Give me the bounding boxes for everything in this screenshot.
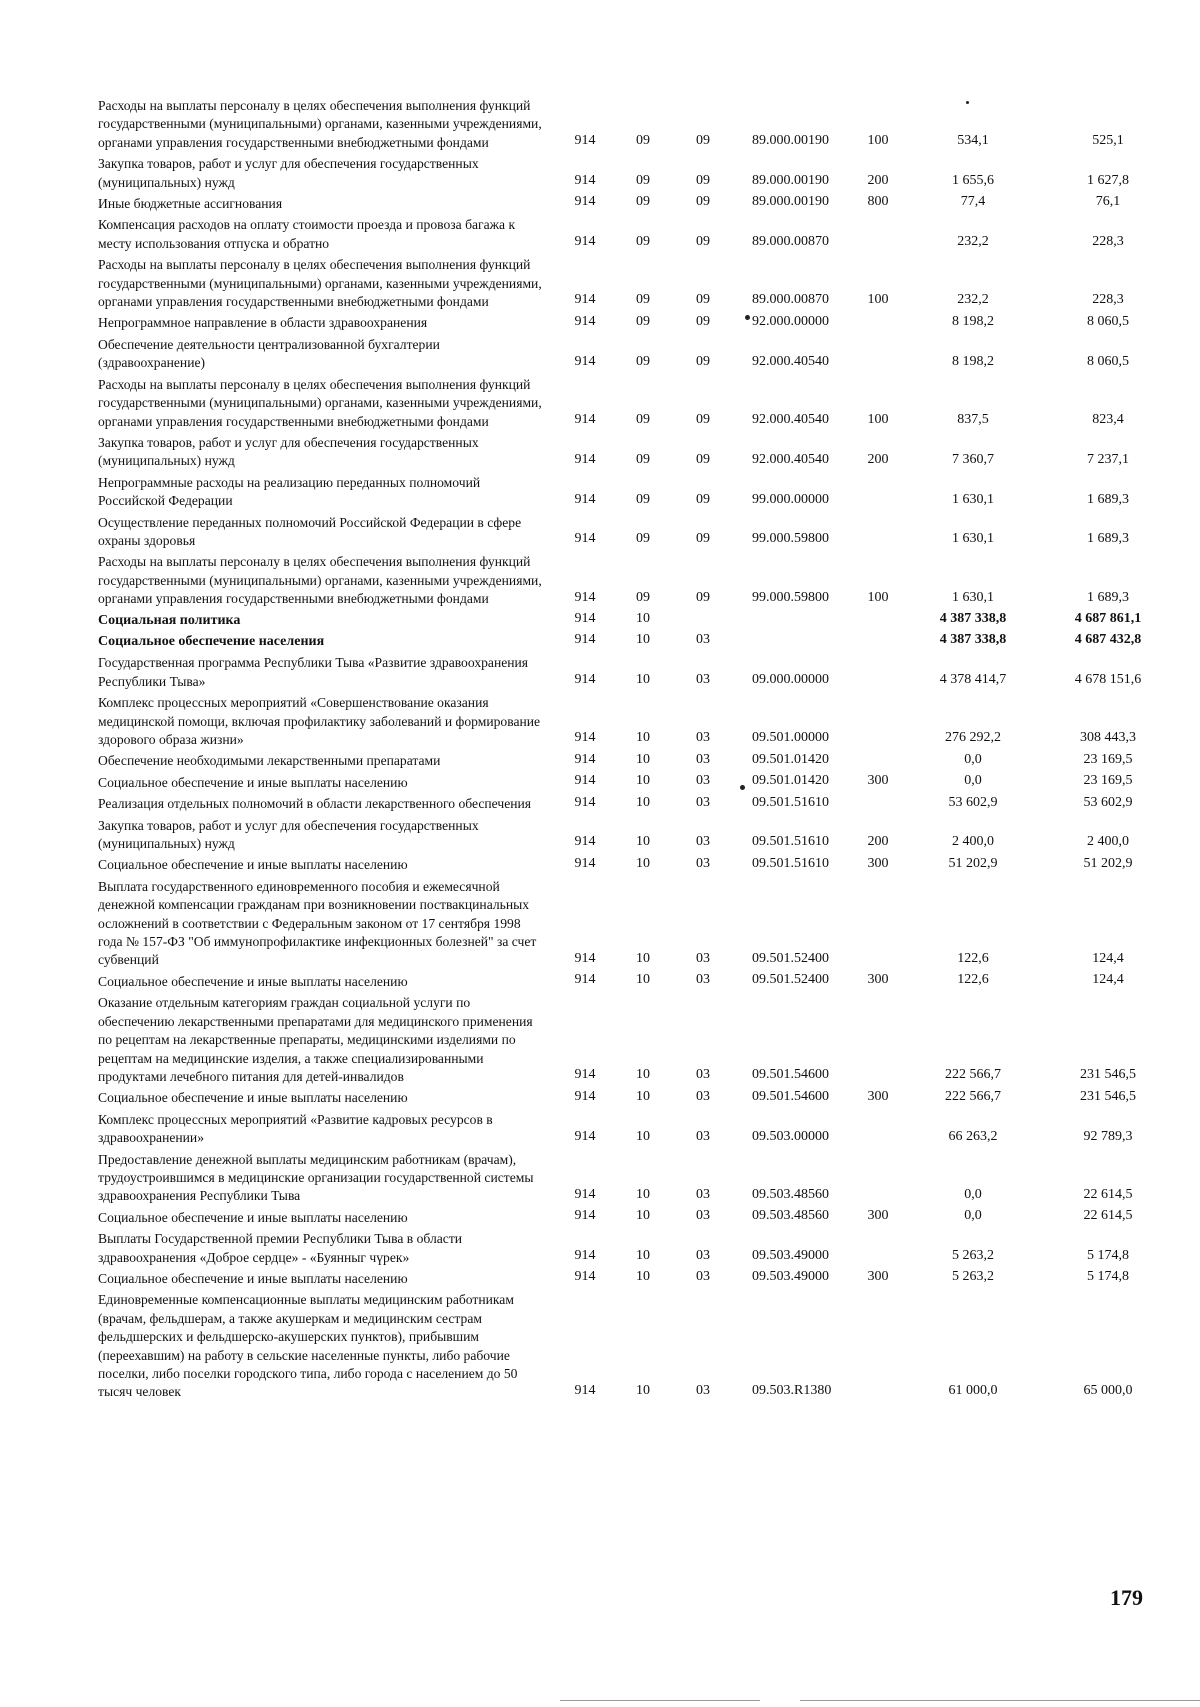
amount-year-1: 5 263,2 bbox=[952, 1269, 994, 1285]
table-row bbox=[98, 513, 1158, 553]
amount-year-1: 4 387 338,8 bbox=[939, 632, 1007, 648]
amount-year-1: 66 263,2 bbox=[948, 1128, 998, 1144]
table-row bbox=[98, 154, 1158, 194]
subsection-code: 03 bbox=[696, 730, 710, 746]
row-description: Государственная программа Республики Тыва «Развитие здравоохранения Республики Тыва» bbox=[98, 655, 529, 689]
target-article-code: 09.503.R1380 bbox=[752, 1382, 832, 1398]
row-description: Социальное обеспечение и иные выплаты населению bbox=[98, 774, 408, 790]
section-code: 10 bbox=[636, 672, 650, 688]
amount-year-1: 276 292,2 bbox=[945, 730, 1001, 746]
ved-code: 914 bbox=[574, 730, 596, 746]
amount-year-2: 92 789,3 bbox=[1083, 1128, 1133, 1144]
row-description: Расходы на выплаты персоналу в целях обеспечения выполнения функций государственными (муниципальными) органами, казенными учреждениями, органами управления государственными внебюджетными фондами bbox=[98, 257, 542, 310]
ved-code: 914 bbox=[574, 1382, 596, 1398]
amount-year-1: 51 202,9 bbox=[948, 855, 998, 871]
expense-type-code: 300 bbox=[867, 1269, 889, 1285]
section-code: 10 bbox=[636, 632, 650, 648]
expense-type-code: 100 bbox=[867, 411, 889, 427]
table-row bbox=[98, 794, 1158, 815]
ved-code: 914 bbox=[574, 1269, 596, 1285]
section-code: 09 bbox=[636, 531, 650, 547]
section-code: 10 bbox=[636, 1186, 650, 1202]
expense-type-code: 200 bbox=[867, 451, 889, 467]
subsection-code: 03 bbox=[696, 1382, 710, 1398]
row-description: Обеспечение необходимыми лекарственными препаратами bbox=[98, 753, 441, 769]
section-code: 10 bbox=[636, 1067, 650, 1083]
budget-table bbox=[98, 96, 1158, 1404]
target-article-code: 09.501.00000 bbox=[752, 730, 829, 746]
target-article-code: 92.000.40540 bbox=[752, 451, 829, 467]
amount-year-2: 2 400,0 bbox=[1087, 834, 1129, 850]
amount-year-2: 308 443,3 bbox=[1080, 730, 1136, 746]
section-code: 10 bbox=[636, 1088, 650, 1104]
row-description: Непрограммные расходы на реализацию переданных полномочий Российской Федерации bbox=[98, 474, 481, 509]
target-article-code: 89.000.00190 bbox=[752, 194, 829, 210]
section-code: 09 bbox=[636, 411, 650, 427]
ved-code: 914 bbox=[574, 194, 596, 210]
table-row bbox=[98, 773, 1158, 794]
amount-year-1: 7 360,7 bbox=[952, 451, 994, 467]
target-article-code: 09.501.51610 bbox=[752, 794, 829, 810]
ved-code: 914 bbox=[574, 491, 596, 507]
row-description: Закупка товаров, работ и услуг для обеспечения государственных (муниципальных) нужд bbox=[98, 156, 479, 190]
ved-code: 914 bbox=[574, 589, 596, 605]
amount-year-1: 61 000,0 bbox=[948, 1382, 998, 1398]
expense-type-code: 100 bbox=[867, 133, 889, 149]
row-description: Осуществление переданных полномочий Российской Федерации в сфере охраны здоровья bbox=[98, 514, 522, 548]
row-description: Расходы на выплаты персоналу в целях обеспечения выполнения функций государственными (муниципальными) органами, казенными учреждениями, органами управления государственными внебюджетными фондами bbox=[98, 554, 542, 607]
ved-code: 914 bbox=[574, 672, 596, 688]
amount-year-1: 0,0 bbox=[964, 773, 982, 789]
amount-year-2: 51 202,9 bbox=[1083, 855, 1133, 871]
amount-year-1: 8 198,2 bbox=[952, 353, 994, 369]
target-article-code: 09.503.48560 bbox=[752, 1186, 829, 1202]
amount-year-2: 228,3 bbox=[1092, 292, 1124, 308]
amount-year-1: 8 198,2 bbox=[952, 313, 994, 329]
target-article-code: 09.501.01420 bbox=[752, 751, 829, 767]
row-description: Реализация отдельных полномочий в области лекарственного обеспечения bbox=[98, 796, 532, 812]
row-description: Оказание отдельным категориям граждан социальной услуги по обеспечению лекарственными препаратами для медицинского применения по рецептам на лекарственные препараты, медицинскими изделиями по рецептам на медицинские изделия, а также специализированными продуктами лечебного питания для детей-инвалидов bbox=[98, 995, 533, 1084]
row-description: Выплаты Государственной премии Республики Тыва в области здравоохранения «Доброе сердце» - «Буянныг чүрек» bbox=[98, 1231, 463, 1265]
target-article-code: 09.501.54600 bbox=[752, 1067, 829, 1083]
amount-year-2: 7 237,1 bbox=[1087, 451, 1129, 467]
subsection-code: 03 bbox=[696, 1208, 710, 1224]
ved-code: 914 bbox=[574, 972, 596, 988]
expense-type-code: 100 bbox=[867, 292, 889, 308]
row-description: Единовременные компенсационные выплаты медицинским работникам (врачам, фельдшерам, а также акушеркам и медицинским сестрам фельдшерских и фельдшерско-акушерских пунктов), прибывшим (переехавшим) на работу в сельские населенные пункты, либо рабочие поселки, либо поселки городского типа, либо города с населением до 50 тысяч человек bbox=[98, 1292, 518, 1400]
amount-year-2: 124,4 bbox=[1092, 950, 1124, 966]
subsection-code: 03 bbox=[696, 794, 710, 810]
section-code: 10 bbox=[636, 610, 650, 626]
table-row bbox=[98, 816, 1158, 856]
amount-year-2: 22 614,5 bbox=[1083, 1186, 1133, 1202]
ved-code: 914 bbox=[574, 632, 596, 648]
target-article-code: 92.000.40540 bbox=[752, 353, 829, 369]
amount-year-1: 2 400,0 bbox=[952, 834, 994, 850]
subsection-code: 03 bbox=[696, 1269, 710, 1285]
scan-speck bbox=[740, 785, 745, 790]
table-row bbox=[98, 972, 1158, 993]
amount-year-1: 0,0 bbox=[964, 1186, 982, 1202]
amount-year-2: 231 546,5 bbox=[1080, 1088, 1136, 1104]
ved-code: 914 bbox=[574, 834, 596, 850]
amount-year-1: 1 630,1 bbox=[952, 531, 994, 547]
ved-code: 914 bbox=[574, 773, 596, 789]
target-article-code: 09.501.51610 bbox=[752, 834, 829, 850]
table-row bbox=[98, 96, 1158, 154]
subsection-code: 03 bbox=[696, 773, 710, 789]
target-article-code: 09.501.52400 bbox=[752, 972, 829, 988]
amount-year-1: 53 602,9 bbox=[948, 794, 998, 810]
amount-year-2: 76,1 bbox=[1095, 194, 1121, 210]
expense-type-code: 300 bbox=[867, 855, 889, 871]
section-code: 10 bbox=[636, 834, 650, 850]
section-code: 10 bbox=[636, 1247, 650, 1263]
row-description: Комплекс процессных мероприятий «Совершенствование оказания медицинской помощи, включая профилактику заболеваний и формирование здорового образа жизни» bbox=[98, 695, 541, 747]
subsection-code: 03 bbox=[696, 855, 710, 871]
subsection-code: 03 bbox=[696, 972, 710, 988]
table-row bbox=[98, 255, 1158, 313]
section-code: 09 bbox=[636, 589, 650, 605]
row-description: Социальное обеспечение и иные выплаты населению bbox=[98, 1209, 408, 1225]
amount-year-2: 4 687 861,1 bbox=[1074, 610, 1142, 626]
table-row bbox=[98, 1269, 1158, 1290]
subsection-code: 03 bbox=[696, 632, 710, 648]
target-article-code: 89.000.00870 bbox=[752, 234, 829, 250]
amount-year-2: 4 678 151,6 bbox=[1074, 672, 1142, 688]
row-description: Социальное обеспечение и иные выплаты населению bbox=[98, 1270, 408, 1286]
amount-year-1: 232,2 bbox=[957, 234, 989, 250]
table-row bbox=[98, 215, 1158, 255]
scan-speck bbox=[745, 315, 750, 320]
table-row bbox=[98, 1229, 1158, 1269]
subsection-code: 09 bbox=[696, 133, 710, 149]
amount-year-2: 231 546,5 bbox=[1080, 1067, 1136, 1083]
subsection-code: 03 bbox=[696, 1186, 710, 1202]
table-row bbox=[98, 375, 1158, 433]
ved-code: 914 bbox=[574, 855, 596, 871]
bottom-rule bbox=[800, 1700, 1200, 1701]
row-description: Компенсация расходов на оплату стоимости проезда и провоза багажа к месту использования отпуска и обратно bbox=[98, 217, 516, 251]
amount-year-2: 124,4 bbox=[1092, 972, 1124, 988]
amount-year-2: 23 169,5 bbox=[1083, 773, 1133, 789]
section-code: 09 bbox=[636, 133, 650, 149]
target-article-code: 09.501.01420 bbox=[752, 773, 829, 789]
amount-year-2: 8 060,5 bbox=[1087, 353, 1129, 369]
subsection-code: 09 bbox=[696, 353, 710, 369]
table-row bbox=[98, 877, 1158, 972]
table-row bbox=[98, 855, 1158, 876]
ved-code: 914 bbox=[574, 1186, 596, 1202]
row-description: Социальное обеспечение и иные выплаты населению bbox=[98, 857, 408, 873]
ved-code: 914 bbox=[574, 610, 596, 626]
table-row bbox=[98, 1290, 1158, 1403]
table-row bbox=[98, 653, 1158, 693]
row-description: Социальное обеспечение и иные выплаты населению bbox=[98, 973, 408, 989]
section-code: 09 bbox=[636, 194, 650, 210]
table-row bbox=[98, 693, 1158, 751]
expense-type-code: 300 bbox=[867, 1208, 889, 1224]
section-code: 10 bbox=[636, 751, 650, 767]
page-number: 179 bbox=[1110, 1585, 1143, 1610]
row-description: Закупка товаров, работ и услуг для обеспечения государственных (муниципальных) нужд bbox=[98, 817, 479, 852]
subsection-code: 09 bbox=[696, 411, 710, 427]
table-row bbox=[98, 335, 1158, 375]
table-row bbox=[98, 1150, 1158, 1208]
target-article-code: 09.503.00000 bbox=[752, 1128, 829, 1144]
subsection-code: 03 bbox=[696, 1128, 710, 1144]
amount-year-1: 0,0 bbox=[964, 751, 982, 767]
subsection-code: 09 bbox=[696, 313, 710, 329]
amount-year-1: 534,1 bbox=[957, 133, 989, 149]
amount-year-1: 5 263,2 bbox=[952, 1247, 994, 1263]
row-description: Непрограммное направление в области здравоохранения bbox=[98, 315, 428, 331]
subsection-code: 03 bbox=[696, 1247, 710, 1263]
subsection-code: 09 bbox=[696, 589, 710, 605]
amount-year-1: 1 655,6 bbox=[952, 173, 994, 189]
subsection-code: 09 bbox=[696, 491, 710, 507]
row-description: Социальное обеспечение и иные выплаты населению bbox=[98, 1090, 408, 1106]
amount-year-1: 77,4 bbox=[960, 194, 986, 210]
amount-year-2: 1 627,8 bbox=[1087, 173, 1129, 189]
subsection-code: 03 bbox=[696, 751, 710, 767]
row-description: Социальная политика bbox=[98, 612, 241, 628]
amount-year-1: 222 566,7 bbox=[945, 1067, 1001, 1083]
expense-type-code: 100 bbox=[867, 589, 889, 605]
ved-code: 914 bbox=[574, 313, 596, 329]
amount-year-2: 1 689,3 bbox=[1087, 531, 1129, 547]
target-article-code: 09.000.00000 bbox=[752, 672, 829, 688]
expense-type-code: 300 bbox=[867, 773, 889, 789]
table-row bbox=[98, 611, 1158, 632]
row-description: Предоставление денежной выплаты медицинским работникам (врачам), трудоустроившимся в медицинские организации государственной системы здравоохранения Республики Тыва bbox=[98, 1151, 534, 1204]
section-code: 10 bbox=[636, 855, 650, 871]
row-description: Иные бюджетные ассигнования bbox=[98, 196, 283, 212]
amount-year-2: 22 614,5 bbox=[1083, 1208, 1133, 1224]
scan-speck bbox=[966, 101, 969, 104]
ved-code: 914 bbox=[574, 1128, 596, 1144]
table-row bbox=[98, 552, 1158, 610]
row-description: Комплекс процессных мероприятий «Развитие кадровых ресурсов в здравоохранении» bbox=[98, 1111, 493, 1146]
table-row bbox=[98, 473, 1158, 513]
ved-code: 914 bbox=[574, 950, 596, 966]
ved-code: 914 bbox=[574, 1208, 596, 1224]
target-article-code: 89.000.00190 bbox=[752, 133, 829, 149]
ved-code: 914 bbox=[574, 451, 596, 467]
table-row bbox=[98, 632, 1158, 653]
amount-year-1: 232,2 bbox=[957, 292, 989, 308]
section-code: 10 bbox=[636, 950, 650, 966]
table-row bbox=[98, 993, 1158, 1088]
amount-year-1: 1 630,1 bbox=[952, 491, 994, 507]
subsection-code: 09 bbox=[696, 194, 710, 210]
subsection-code: 03 bbox=[696, 950, 710, 966]
target-article-code: 89.000.00190 bbox=[752, 173, 829, 189]
subsection-code: 03 bbox=[696, 1088, 710, 1104]
ved-code: 914 bbox=[574, 1067, 596, 1083]
section-code: 10 bbox=[636, 1269, 650, 1285]
section-code: 10 bbox=[636, 730, 650, 746]
amount-year-1: 4 387 338,8 bbox=[939, 610, 1007, 626]
amount-year-2: 4 687 432,8 bbox=[1074, 632, 1142, 648]
ved-code: 914 bbox=[574, 1247, 596, 1263]
expense-type-code: 200 bbox=[867, 173, 889, 189]
expense-type-code: 800 bbox=[867, 194, 889, 210]
ved-code: 914 bbox=[574, 133, 596, 149]
amount-year-2: 65 000,0 bbox=[1083, 1382, 1133, 1398]
ved-code: 914 bbox=[574, 353, 596, 369]
amount-year-2: 525,1 bbox=[1092, 133, 1124, 149]
row-description: Обеспечение деятельности централизованной бухгалтерии (здравоохранение) bbox=[98, 336, 440, 371]
amount-year-1: 0,0 bbox=[964, 1208, 982, 1224]
target-article-code: 92.000.40540 bbox=[752, 411, 829, 427]
amount-year-1: 1 630,1 bbox=[952, 589, 994, 605]
section-code: 10 bbox=[636, 1208, 650, 1224]
bottom-rule bbox=[560, 1700, 760, 1701]
subsection-code: 09 bbox=[696, 292, 710, 308]
amount-year-1: 122,6 bbox=[957, 950, 989, 966]
ved-code: 914 bbox=[574, 173, 596, 189]
target-article-code: 09.503.49000 bbox=[752, 1247, 829, 1263]
section-code: 09 bbox=[636, 313, 650, 329]
expense-type-code: 300 bbox=[867, 972, 889, 988]
section-code: 10 bbox=[636, 1382, 650, 1398]
subsection-code: 03 bbox=[696, 834, 710, 850]
target-article-code: 09.501.51610 bbox=[752, 855, 829, 871]
table-row bbox=[98, 313, 1158, 334]
table-row bbox=[98, 1208, 1158, 1229]
amount-year-2: 23 169,5 bbox=[1083, 751, 1133, 767]
section-code: 09 bbox=[636, 234, 650, 250]
ved-code: 914 bbox=[574, 234, 596, 250]
ved-code: 914 bbox=[574, 531, 596, 547]
amount-year-2: 5 174,8 bbox=[1087, 1269, 1129, 1285]
table-row bbox=[98, 1110, 1158, 1150]
amount-year-2: 8 060,5 bbox=[1087, 313, 1129, 329]
target-article-code: 92.000.00000 bbox=[752, 313, 829, 329]
target-article-code: 09.503.48560 bbox=[752, 1208, 829, 1224]
amount-year-2: 228,3 bbox=[1092, 234, 1124, 250]
subsection-code: 09 bbox=[696, 173, 710, 189]
target-article-code: 99.000.00000 bbox=[752, 491, 829, 507]
table-row bbox=[98, 194, 1158, 215]
ved-code: 914 bbox=[574, 292, 596, 308]
ved-code: 914 bbox=[574, 411, 596, 427]
amount-year-2: 5 174,8 bbox=[1087, 1247, 1129, 1263]
row-description: Социальное обеспечение населения bbox=[98, 633, 325, 649]
target-article-code: 99.000.59800 bbox=[752, 589, 829, 605]
row-description: Расходы на выплаты персоналу в целях обеспечения выполнения функций государственными (муниципальными) органами, казенными учреждениями, органами управления государственными внебюджетными фондами bbox=[98, 376, 542, 429]
table-row bbox=[98, 751, 1158, 772]
subsection-code: 09 bbox=[696, 531, 710, 547]
section-code: 09 bbox=[636, 353, 650, 369]
section-code: 10 bbox=[636, 773, 650, 789]
section-code: 09 bbox=[636, 292, 650, 308]
target-article-code: 09.503.49000 bbox=[752, 1269, 829, 1285]
section-code: 10 bbox=[636, 972, 650, 988]
amount-year-2: 1 689,3 bbox=[1087, 589, 1129, 605]
section-code: 09 bbox=[636, 491, 650, 507]
section-code: 10 bbox=[636, 794, 650, 810]
row-description: Выплата государственного единовременного пособия и ежемесячной денежной компенсации гражданам при возникновении поствакцинальных осложнений в соответствии с Федеральным законом от 17 сентября 1998 года № 157-ФЗ "Об иммунопрофилактике инфекционных болезней" за счет субвенций bbox=[98, 878, 537, 968]
target-article-code: 09.501.52400 bbox=[752, 950, 829, 966]
subsection-code: 03 bbox=[696, 672, 710, 688]
amount-year-2: 53 602,9 bbox=[1083, 794, 1133, 810]
row-description: Расходы на выплаты персоналу в целях обеспечения выполнения функций государственными (муниципальными) органами, казенными учреждениями, органами управления государственными внебюджетными фондами bbox=[98, 98, 542, 150]
section-code: 09 bbox=[636, 451, 650, 467]
amount-year-2: 1 689,3 bbox=[1087, 491, 1129, 507]
ved-code: 914 bbox=[574, 794, 596, 810]
section-code: 10 bbox=[636, 1128, 650, 1144]
expense-type-code: 200 bbox=[867, 834, 889, 850]
amount-year-1: 4 378 414,7 bbox=[939, 672, 1007, 688]
table-row bbox=[98, 433, 1158, 473]
amount-year-2: 823,4 bbox=[1092, 411, 1124, 427]
subsection-code: 03 bbox=[696, 1067, 710, 1083]
ved-code: 914 bbox=[574, 1088, 596, 1104]
subsection-code: 09 bbox=[696, 451, 710, 467]
section-code: 09 bbox=[636, 173, 650, 189]
amount-year-1: 222 566,7 bbox=[945, 1088, 1001, 1104]
row-description: Закупка товаров, работ и услуг для обеспечения государственных (муниципальных) нужд bbox=[98, 434, 479, 469]
amount-year-1: 837,5 bbox=[957, 411, 989, 427]
target-article-code: 89.000.00870 bbox=[752, 292, 829, 308]
ved-code: 914 bbox=[574, 751, 596, 767]
target-article-code: 99.000.59800 bbox=[752, 531, 829, 547]
target-article-code: 09.501.54600 bbox=[752, 1088, 829, 1104]
subsection-code: 09 bbox=[696, 234, 710, 250]
table-row bbox=[98, 1088, 1158, 1109]
amount-year-1: 122,6 bbox=[957, 972, 989, 988]
expense-type-code: 300 bbox=[867, 1088, 889, 1104]
